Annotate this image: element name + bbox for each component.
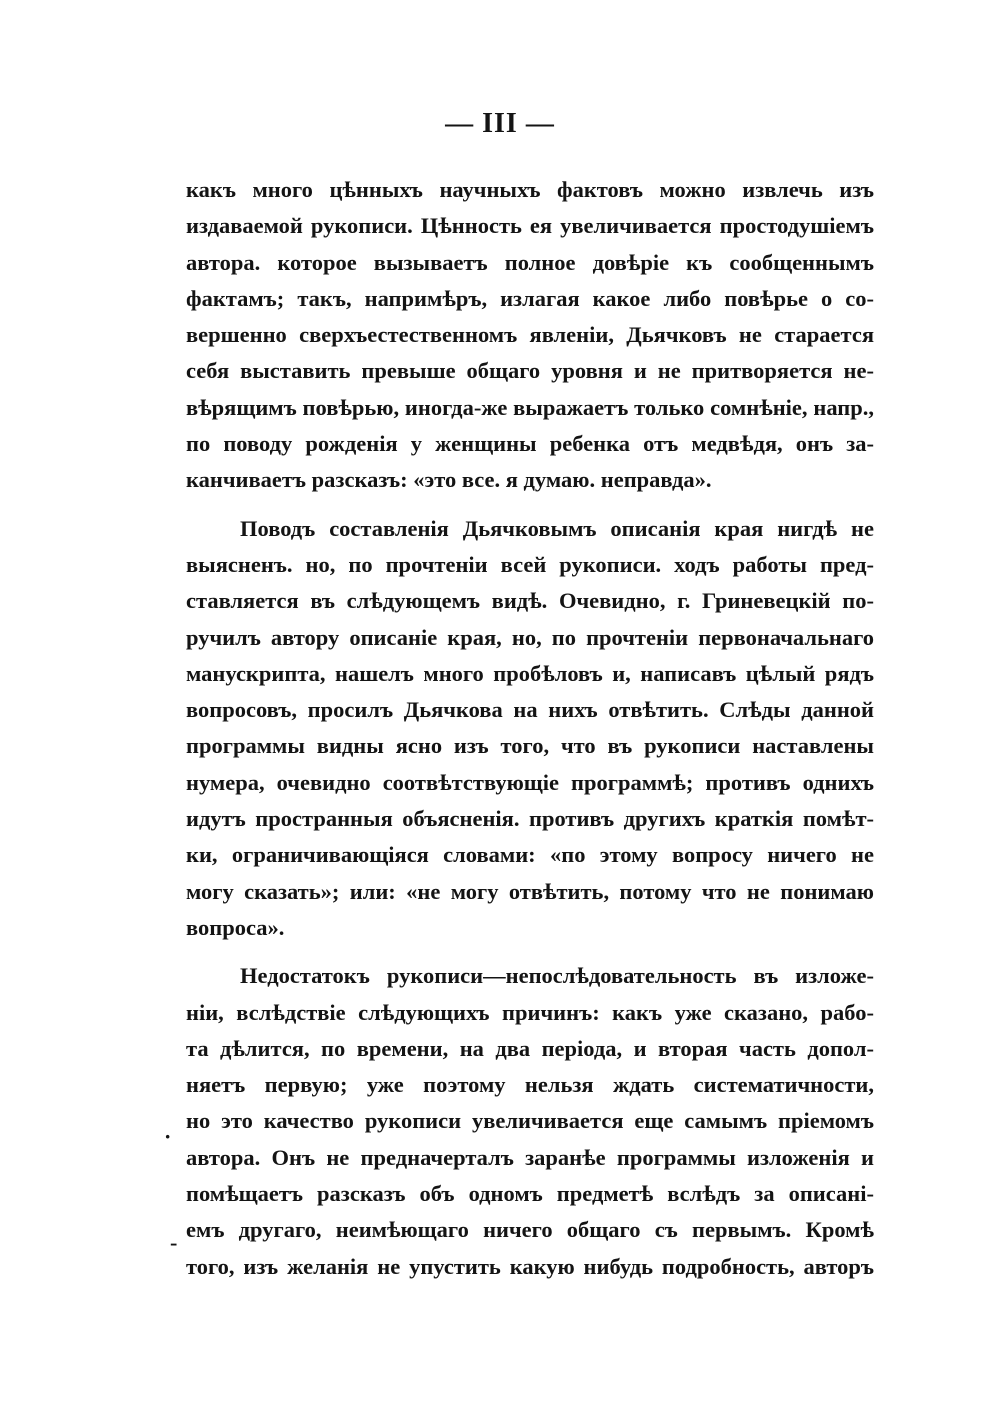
text-line: издаваемой рукописи. Цѣнность ея увеличивается простодушіемъ [186,213,874,239]
text-line: но это качество рукописи увеличивается еще самымъ пріемомъ [186,1108,874,1134]
paragraph-3 [186,958,874,1285]
text-line: няетъ первую; уже поэтому нельзя ждать систематичности, [186,1072,874,1098]
text-line: могу сказать»; или: «не могу отвѣтить, потому что не понимаю [186,878,874,904]
text-line: автора. которое вызываетъ полное довѣріе къ сообщеннымъ [186,249,874,275]
text-line: нумера, очевидно соотвѣтствующіе программѣ; противъ однихъ [186,769,874,795]
text-line: Недостатокъ рукописи—непослѣдовательность въ изложе- [240,963,874,989]
text-line: ки, ограничивающіяся словами: «по этому вопросу ничего не [186,842,874,868]
text-line: программы видны ясно изъ того, что въ рукописи наставлены [186,733,874,759]
text-line: фактамъ; такъ, напримѣръ, излагая какое либо повѣрье о со- [186,285,874,311]
text-line: ніи, вслѣдствіе слѣдующихъ причинъ: какъ уже сказано, рабо- [186,999,874,1025]
text-line: помѣщаетъ разсказъ объ одномъ предметѣ вслѣдъ за описані- [186,1181,874,1207]
text-line: канчиваетъ разсказъ: «это все. я думаю. неправда». [186,467,712,493]
text-line: выясненъ. но, по прочтеніи всей рукописи. ходъ работы пред- [186,551,874,577]
text-line: ручилъ автору описаніе края, но, по прочтеніи первоначальнаго [186,624,874,650]
text-line: по поводу рожденія у женщины ребенка отъ медвѣдя, онъ за- [186,431,874,457]
text-line: себя выставить превыше общаго уровня и не притворяется не- [186,358,874,384]
paragraph-gap [186,946,874,958]
text-line: ставляется въ слѣдующемъ видѣ. Очевидно, г. Гриневецкій по- [186,588,874,614]
text-line: вѣрящимъ повѣрью, иногда-же выражаетъ только сомнѣніе, напр., [186,394,874,420]
text-line: вершенно сверхъестественномъ явленіи, Дьячковъ не старается [186,322,874,348]
text-line: идутъ пространныя объясненія. противъ другихъ краткія помѣт- [186,806,874,832]
text-line: та дѣлится, по времени, на два періода, и вторая часть допол- [186,1035,874,1061]
text-line: того, изъ желанія не упустить какую нибудь подробность, авторъ [186,1253,874,1279]
paragraph-gap [186,499,874,511]
margin-speck: - [170,1230,178,1255]
body-text [186,172,874,1285]
text-line: вопросовъ, просилъ Дьячкова на нихъ отвѣтить. Слѣды данной [186,697,874,723]
text-line: вопроса». [186,914,285,940]
text-line: какъ много цѣнныхъ научныхъ фактовъ можно извлечь изъ [186,177,874,202]
text-line: автора. Онъ не предначерталъ заранѣе программы изложенія и [186,1144,874,1170]
text-line: манускрипта, нашелъ много пробѣловъ и, написавъ цѣлый рядъ [186,660,874,686]
paragraph-1 [186,172,874,499]
paragraph-2 [186,511,874,947]
text-line: емъ другаго, неимѣющаго ничего общаго съ первымъ. Кромѣ [186,1217,874,1243]
margin-speck: · [164,1124,172,1149]
text-line: Поводъ составленія Дьячковымъ описанія края нигдѣ не [240,515,874,541]
page-number: — III — [445,108,555,139]
